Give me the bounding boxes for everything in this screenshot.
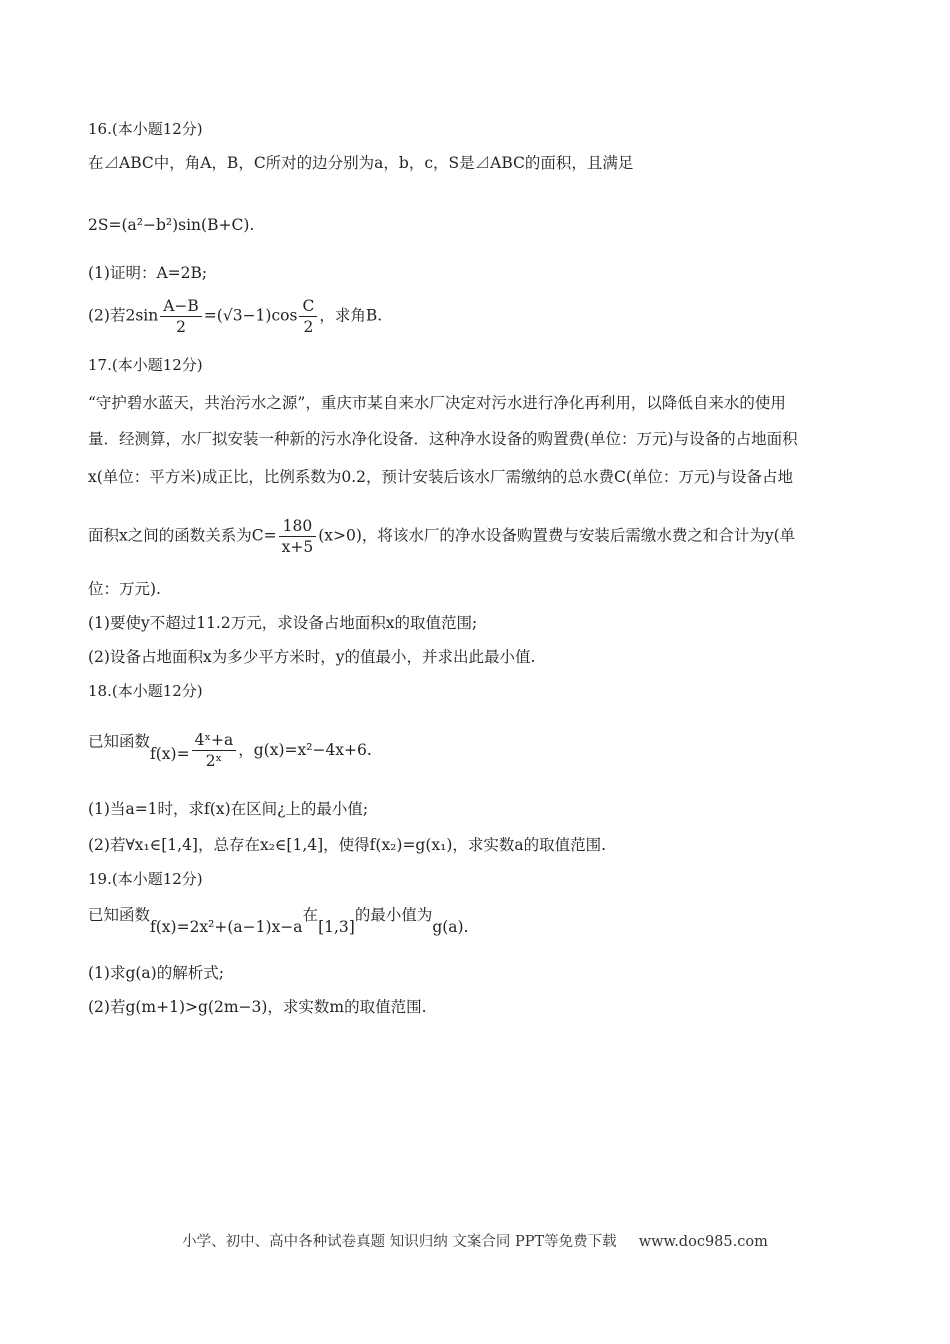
q17-header: 17.(本小题12分) xyxy=(88,356,203,374)
q16-frac2-den: 2 xyxy=(303,318,314,336)
page-footer xyxy=(0,1230,950,1251)
q18-stem-prefix: 已知函数 xyxy=(88,732,151,751)
q16-part2-suffix: ，求角B. xyxy=(319,306,383,325)
q19-stem-mid2: 的最小值为 xyxy=(354,906,433,924)
q16-part2-mid: =(√3−1)cos xyxy=(203,306,298,325)
q16-stem: 在⊿ABC中，角A，B，C所对的边分别为a，b，c，S是⊿ABC的面积，且满足 xyxy=(88,154,634,172)
q18-g-def: ，g(x)=x²−4x+6. xyxy=(238,740,372,759)
q19-stem-prefix: 已知函数 xyxy=(88,906,151,924)
q16-frac2-num: C xyxy=(299,296,317,317)
q17-fraction xyxy=(279,516,317,557)
q17-line4 xyxy=(88,516,795,557)
q17-part1: (1)要使y不超过11.2万元，求设备占地面积x的取值范围; xyxy=(88,614,478,632)
q18-fraction xyxy=(192,730,237,771)
q18-f-label: f(x)= xyxy=(150,744,190,763)
q16-part2-prefix: (2)若2sin xyxy=(88,306,159,325)
q18-stem xyxy=(88,722,372,770)
q18-part1: (1)当a=1时，求f(x)在区间¿上的最小值; xyxy=(88,800,369,818)
q16-formula: 2S=(a²−b²)sin(B+C). xyxy=(88,216,255,234)
q19-interval: [1,3] xyxy=(318,918,355,936)
q18-frac-num: 4ˣ+a xyxy=(192,730,237,751)
q16-frac1-num: A−B xyxy=(160,296,202,317)
q16-fraction-1 xyxy=(160,296,202,337)
q19-f-def: f(x)=2x²+(a−1)x−a xyxy=(150,918,303,936)
q19-stem xyxy=(88,904,469,936)
q16-header: 16.(本小题12分) xyxy=(88,120,203,138)
q17-line4-suffix: (x>0)，将该水厂的净水设备购置费与安装后需缴水费之和合计为y(单 xyxy=(318,526,796,545)
q16-fraction-2 xyxy=(299,296,317,337)
q17-line5: 位：万元). xyxy=(88,580,161,598)
q19-part2: (2)若g(m+1)>g(2m−3)，求实数m的取值范围. xyxy=(88,998,427,1016)
q18-part2: (2)若∀x₁∈[1,4]，总存在x₂∈[1,4]，使得f(x₂)=g(x₁)，求实数a的取值范围. xyxy=(88,836,607,854)
q16-part1: (1)证明：A=2B; xyxy=(88,264,208,282)
q17-part2: (2)设备占地面积x为多少平方米时，y的值最小，并求出此最小值. xyxy=(88,648,536,666)
q19-g-label: g(a). xyxy=(432,918,469,936)
q17-frac-num: 180 xyxy=(279,516,317,537)
footer-url[interactable]: www.doc985.com xyxy=(638,1234,768,1250)
q17-line1: “守护碧水蓝天，共治污水之源”，重庆市某自来水厂决定对污水进行净化再利用，以降低自来水的使用 xyxy=(88,394,786,412)
q19-header: 19.(本小题12分) xyxy=(88,870,203,888)
q18-header: 18.(本小题12分) xyxy=(88,682,203,700)
q17-frac-den: x+5 xyxy=(281,538,314,556)
q17-line2: 量．经测算，水厂拟安装一种新的污水净化设备．这种净水设备的购置费(单位：万元)与设备的占地面积 xyxy=(88,430,798,448)
footer-text: 小学、初中、高中各种试卷真题 知识归纳 文案合同 PPT等免费下载 xyxy=(182,1234,617,1250)
q17-line3: x(单位：平方米)成正比，比例系数为0.2，预计安装后该水厂需缴纳的总水费C(单位：万元)与设备占地 xyxy=(88,468,793,486)
q17-line4-prefix: 面积x之间的函数关系为C= xyxy=(88,526,277,545)
q19-stem-mid: 在 xyxy=(302,906,319,924)
q16-frac1-den: 2 xyxy=(176,318,186,336)
q18-frac-den: 2ˣ xyxy=(205,752,223,770)
q16-part2 xyxy=(88,296,382,337)
q19-part1: (1)求g(a)的解析式; xyxy=(88,964,224,982)
